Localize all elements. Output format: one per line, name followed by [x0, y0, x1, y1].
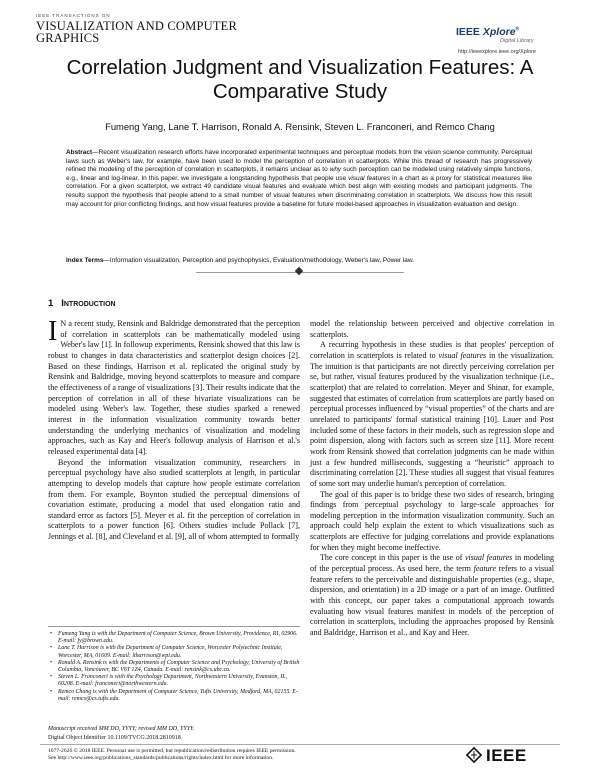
- xplore-subtitle: Digital Library: [500, 38, 534, 44]
- ieee-diamond-logo-icon: [466, 747, 482, 763]
- abstract-text-a: —Recent visualization research efforts have incorporated experimental techniques and perceptual models from the vision science community. Perceptual laws such as Weber's law, for example, have been used to model the perception of correlation in scatterplots. While this thread of research has progressively refined the modeling of the perception of correlation in scatterplots, it remains unclear as to: [66, 149, 532, 174]
- section-heading: [48, 298, 116, 309]
- abstract-visual-features: visual features: [348, 174, 390, 182]
- xplore-reg-mark: ®: [515, 26, 520, 33]
- copyright: [48, 748, 508, 762]
- ieee-xplore-logo[interactable]: [456, 26, 519, 38]
- footnote: [48, 631, 300, 645]
- bullet-icon: •: [50, 631, 53, 637]
- right-column: [310, 319, 554, 639]
- journal-prefix: IEEE TRANSACTIONS ON: [36, 13, 111, 18]
- right-paragraph-4: [310, 553, 554, 638]
- copyright-line-1: 1077-2626 © 2018 IEEE. Personal use is permitted, but republication/redistribution requires IEEE permission.: [48, 748, 296, 754]
- index-terms: [66, 257, 532, 266]
- manuscript-note: Manuscript received MM DD, YYYY; revised MM DD, YYYY.: [48, 726, 195, 732]
- right-p4-text-b: in modeling of the perceptual process. As used here, the term: [310, 553, 555, 574]
- footnote-text: Ronald A. Rensink is with the Departments of Computer Science and Psychology, University of British Columbia, Vancouver, BC V6T 1Z4, Canada. E-mail: rensink@cs.ubc.ca.: [58, 659, 300, 674]
- journal-name: VISUALIZATION AND COMPUTER GRAPHICS: [36, 19, 238, 45]
- footnote-text: Fumeng Yang is with the Department of Computer Science, Brown University, Providence, RI, 02906. E-mail: fy@brown.edu.: [58, 631, 298, 645]
- abstract-why: why: [329, 166, 342, 174]
- xplore-logo-ieee: IEEE: [456, 26, 483, 38]
- bullet-icon: •: [50, 674, 53, 681]
- abstract-label: Abstract: [66, 149, 93, 156]
- left-paragraph-2: Beyond the information visualization community, researchers in perceptual psychology have also studied scatterplots at length, in particular attempting to develop models that capture how people estimate correlation from them. For example, Boynton studied the perceptual dimensions of covariation estimate, producing a model that used elongation ratio and standard error as factors [5]. Meyer et al. fit the perception of correlation in scatterplots to a power function [6]. Others studies include Pollack [7], Jennings et al. [8], and Cleveland et al. [9], all of whom attempted to formally: [48, 457, 300, 542]
- right-p2-text-b: in the visualization. The intuition is that participants are not directly perceiving correlation per se, but rather, visual features produced by the visualization technique (i.e., scatterplot) that are related to correlation. Meyer and Shinar, for example, suggested that estimates of correlation from scatterplots are partly based on perceptual processes influenced by “visual properties” of the charts and are unrelated to participants' formal statistical training [10]. Lauer and Post included some of these factors in their models, such as regression slope and point dispersion, along with factors such as screen size [11]. More recent work from Rensink showed that correlation judgments can be made within just a few hundred milliseconds, suggesting a “heuristic” approach to discriminating correlation [2]. These studies all suggest that visual features of some sort may underlie human's perception of correlation.: [310, 350, 555, 488]
- xplore-url-link[interactable]: http://ieeexplore.ieee.org/Xplore: [458, 49, 536, 55]
- footnotes: [48, 626, 300, 703]
- right-p4-em2: feature: [473, 564, 497, 574]
- bullet-icon: •: [50, 645, 53, 652]
- footnote: [48, 645, 300, 659]
- section-number: 1: [48, 298, 54, 309]
- right-p4-em1: visual features: [464, 553, 513, 563]
- section-title: Introduction: [61, 298, 116, 309]
- doi: Digital Object Identifier 10.1109/TVCG.2018.2810918: [48, 735, 181, 741]
- copyright-line-2: See http://www.ieee.org/publications_standards/publications/rights/index.html for more information.: [48, 755, 274, 761]
- bullet-icon: •: [50, 659, 53, 666]
- diamond-ornament-icon: [295, 267, 303, 275]
- index-terms-label: Index Terms: [66, 257, 104, 264]
- dropcap: I: [48, 316, 58, 347]
- abstract-text-b: such perception can be modeled using relatively simple functions, e.g., linear and log-linear. In this paper, we investigate a longstanding hypothesis that people use: [66, 166, 532, 182]
- index-terms-text: —Information visualization, Perception and psychophysics, Evaluation/methodology, Weber's law, Power law.: [103, 257, 414, 264]
- abstract: [66, 149, 532, 209]
- left-paragraph-1: [48, 316, 300, 458]
- footnote: [48, 689, 300, 703]
- right-paragraph-1: model the relationship between perceived and objective correlation in scatterplots.: [310, 319, 554, 339]
- ieee-logo-text: IEEE: [486, 746, 527, 765]
- right-paragraph-3: The goal of this paper is to bridge these two sides of research, bringing findings from perceptual psychology to large-scale approaches for modeling perception in the information visualization community. Such an approach could help explain the extent to which visualizations such as scatterplots are effective for judging correlations and provide explanations for when they might become ineffective.: [310, 489, 554, 552]
- right-p2-em: visual features: [438, 350, 487, 360]
- footnote-text: Remco Chang is with the Department of Computer Science, Tufts University, Medford, MA, 02155. E-mail: remco@cs.tufts.edu.: [58, 688, 298, 702]
- right-p4-text-a: The core concept in this paper is the use of: [320, 553, 465, 563]
- right-paragraph-2: [310, 340, 554, 489]
- footer-rule: [40, 744, 560, 745]
- xplore-logo-xplore: Xplore: [482, 26, 516, 38]
- paper-authors: Fumeng Yang, Lane T. Harrison, Ronald A. Rensink, Steven L. Franconeri, and Remco Chang: [105, 121, 495, 132]
- footnote-text: Lane T. Harrison is with the Department of Computer Science, Worcester Polytechnic Institute, Worcester, MA, 01609. E-mail: ltharrison@wpi.edu.: [58, 645, 283, 659]
- right-p4-text-c: refers to a visual feature refers to the perceivable and distinguishable properties (e.g., shape, dispersion, and orientation) in a 2D image or a part of an image. Outfitted with this concept, our paper takes a computational approach towards evaluating how visual features manifest in models of the perception of correlation in scatterplots, including the approaches proposed by Rensink and Baldridge, Harrison et al., and Kay and Heer.: [310, 564, 554, 638]
- left-p1-text: N a recent study, Rensink and Baldridge demonstrated that the perception of correlation in scatterplots can be mathematically modeled using Weber's law [1]. In followup experiments, Rensink showed that this law is robust to changes in data characteristics and scatterplot design choices [2]. Based on these findings, Harrison et al. replicated the original study by Rensink and Baldridge, moving beyond scatterplots to measure and compare the effectiveness of a range of visualizations [3]. Their results indicate that the perception of correlation in all of these bivariate visualizations can be modeled using Weber's law. Together, these studies sparked a renewed interest in the information visualization community towards better understanding the underlying mechanics of visualization and modeling approaches, such as Kay and Heer's followup analysis of Harrison et al.'s released experimental data [4].: [48, 319, 300, 456]
- abstract-text-c: in a chart as a proxy for statistical measures like correlation. For a given scatterplot, we extract 49 candidate visual features and evaluate which best align with existing models and participant judgments. The results support the hypothesis that people attend to a small number of visual features when discriminating correlation in scatterplots. We discuss how this result may account for prior conflicting findings, and how visual features provide a baseline for future model-based approaches in visualization evaluation and design.: [66, 174, 532, 208]
- footnote: [48, 674, 300, 688]
- left-column: [48, 316, 300, 543]
- right-p2-text-a: A recurring hypothesis in these studies is that peoples' perception of correlation in scatterplots is related to: [310, 340, 554, 360]
- bullet-icon: •: [50, 688, 53, 695]
- paper-title: Correlation Judgment and Visualization Features: A Comparative Study: [66, 56, 534, 103]
- footnote: [48, 660, 300, 674]
- footnote-text: Steven L. Franconeri is with the Psychology Department, Northwestern University, Evanston, IL, 60208. E-mail: franconeri@northwestern.edu.: [58, 674, 288, 688]
